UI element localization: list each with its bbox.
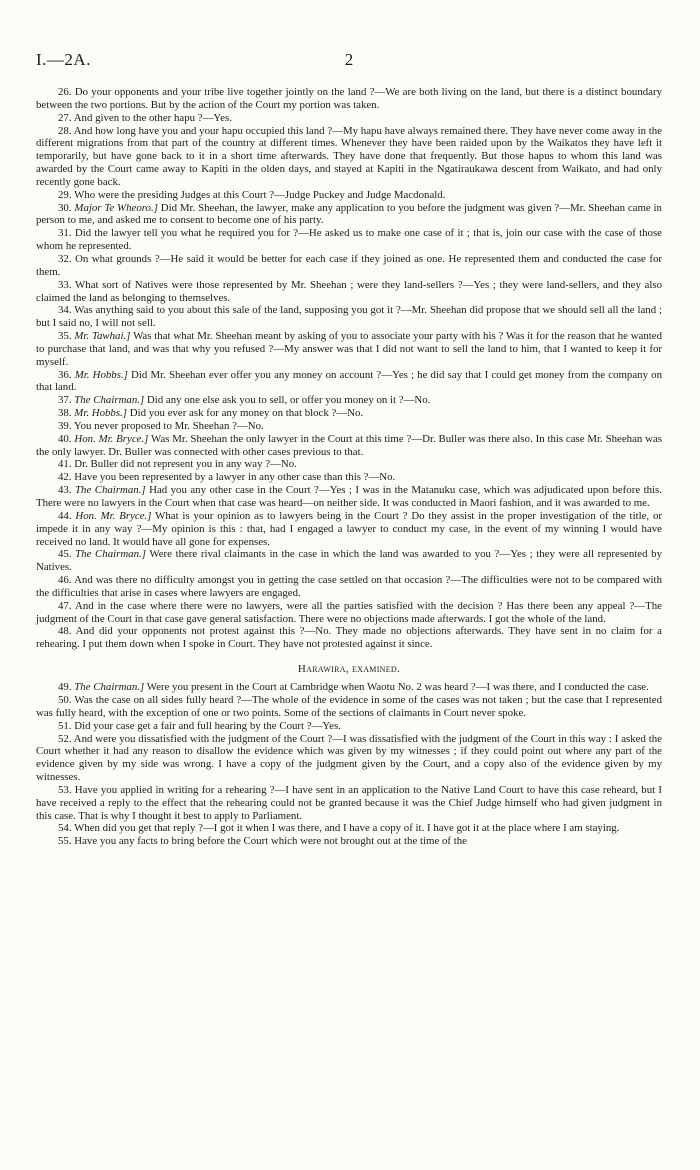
question-number: 49. [58, 681, 72, 694]
question-paragraph [36, 304, 662, 330]
question-number: 39. [58, 419, 72, 432]
question-number: 53. [58, 783, 72, 796]
question-number: 38. [58, 407, 72, 420]
question-paragraph [36, 86, 662, 112]
question-number: 46. [58, 574, 72, 587]
question-text: What sort of Natives were those represented by Mr. Sheehan ; were they land-sellers ?—Yes ; they were land-sellers, and they also claimed the land as belonging to themselves. [36, 278, 662, 304]
question-paragraph [36, 625, 662, 651]
speaker-label: Hon. Mr. Bryce.] [74, 432, 149, 445]
question-number: 52. [58, 732, 72, 745]
question-paragraph [36, 369, 662, 395]
examination-section-2 [36, 681, 662, 848]
question-paragraph [36, 548, 662, 574]
question-text: And did your opponents not protest against this ?—No. They made no objections afterwards. They have sent in no claim for a rehearing. I put them down when I spoke in Court. They have not protested against it since. [36, 625, 662, 651]
question-paragraph [36, 407, 662, 420]
question-number: 29. [58, 188, 72, 201]
question-paragraph [36, 112, 662, 125]
question-paragraph [36, 458, 662, 471]
question-paragraph [36, 484, 662, 510]
question-number: 54. [58, 822, 72, 835]
question-paragraph [36, 510, 662, 549]
document-body [36, 86, 662, 848]
question-paragraph [36, 784, 662, 823]
question-number: 37. [58, 394, 72, 407]
question-text: On what grounds ?—He said it would be better for each case if they joined as one. He represented them and conducted the case for them. [36, 252, 662, 278]
question-text: Dr. Buller did not represent you in any way ?—No. [74, 458, 297, 471]
speaker-label: Mr. Hobbs.] [74, 407, 128, 420]
speaker-label: The Chairman.] [74, 681, 145, 694]
question-paragraph [36, 681, 662, 694]
question-number: 45. [58, 548, 72, 561]
question-number: 28. [58, 124, 72, 137]
question-paragraph [36, 733, 662, 784]
page-number: 2 [344, 50, 354, 69]
question-text: Did Mr. Sheehan ever offer you any money on account ?—Yes ; he did say that I could get money from the company on that land. [36, 368, 662, 394]
speaker-label: Mr. Hobbs.] [74, 368, 128, 381]
question-number: 26. [58, 86, 72, 98]
question-text: And in the case where there were no lawyers, were all the parties satisfied with the decision ? Has there been any appeal ?—The judgment of the Court in that case gave general satisfaction. There were no objections made afterwards. I got the whole of the land. [36, 599, 662, 625]
question-text: Did any one else ask you to sell, or offer you money on it ?—No. [146, 394, 431, 407]
question-text: Was the case on all sides fully heard ?—The whole of the evidence in some of the cases was not taken ; but the case that I represented was fully heard, with the exception of one or two points. Some of the sections of claimants in Court never spoke. [36, 693, 662, 719]
question-text: What is your opinion as to lawyers being in the Court ? Do they assist in the proper investigation of the title, or impede it in any way ?—My opinion is this : that, had I engaged a lawyer to conduct my case, in the event of my winning I would have received no land. It would have all gone for expenses. [36, 509, 662, 548]
question-text: Who were the presiding Judges at this Court ?—Judge Puckey and Judge Macdonald. [74, 188, 446, 201]
question-text: You never proposed to Mr. Sheehan ?—No. [73, 419, 264, 432]
question-number: 30. [58, 201, 72, 214]
question-number: 32. [58, 252, 72, 265]
question-text: Have you any facts to bring before the Court which were not brought out at the time of the [74, 835, 467, 848]
question-number: 36. [58, 368, 72, 381]
question-text: And given to the other hapu ?—Yes. [73, 111, 232, 124]
question-text: Was anything said to you about this sale of the land, supposing you got it ?—Mr. Sheehan did propose that we should sell all the land ; but I said no, I will not sell. [36, 304, 663, 330]
question-number: 41. [58, 458, 72, 471]
speaker-label: The Chairman.] [74, 394, 145, 407]
question-number: 35. [58, 330, 72, 343]
question-text: Were you present in the Court at Cambridge when Waotu No. 2 was heard ?—I was there, and I conducted the case. [146, 681, 649, 694]
question-text: Have you applied in writing for a rehearing ?—I have sent in an application to the Native Land Court to have this case reheard, but I have received a reply to the effect that the rehearing could not be granted because it was the Chief Judge himself who had given judgment in this case. That is why I thought it best to apply to Parliament. [36, 783, 662, 822]
question-text: Were there rival claimants in the case in which the land was awarded to you ?—Yes ; they were all represented by Natives. [36, 548, 662, 574]
question-text: Was that what Mr. Sheehan meant by asking of you to associate your party with his ? Was it for the reason that he wanted to purchase that land, and was that why you refused ?—My answer was that I did not want to sell the land to him, that I wanted to keep it for myself. [36, 330, 663, 368]
question-number: 31. [58, 227, 72, 240]
question-number: 50. [58, 693, 72, 706]
question-number: 43. [58, 484, 72, 497]
question-number: 48. [58, 625, 72, 638]
question-text: And was there no difficulty amongst you in getting the case settled on that occasion ?—The difficulties were not to be compared with the difficulties that arise in cases where lawyers are engaged. [36, 574, 662, 599]
speaker-label: Hon. Mr. Bryce.] [75, 509, 152, 522]
question-paragraph [36, 433, 662, 459]
question-paragraph [36, 202, 662, 228]
question-paragraph [36, 125, 662, 189]
witness-heading: Harawira, examined. [297, 663, 401, 676]
page-header [36, 50, 662, 70]
speaker-label: Major Te Wheoro.] [74, 201, 158, 214]
question-paragraph [36, 694, 662, 720]
question-paragraph [36, 600, 662, 626]
question-paragraph [36, 189, 662, 202]
question-number: 27. [58, 111, 72, 124]
question-text: And how long have you and your hapu occupied this land ?—My hapu have always remained there. They have never come away in the different migrations from that part of the country at different times. Whenever they have been raided upon by the Waikatos they have left it temporarily, but have gone back to it in a short time afterwards. They have done that frequently. But those hapus to whom this land was awarded by the Court came away to Kapiti in the olden days, and stayed at Kapiti in the Ngatiraukawa descent from Waikato, and had only recently gone back. [36, 124, 662, 188]
question-paragraph [36, 574, 662, 600]
speaker-label: The Chairman.] [75, 548, 146, 561]
question-paragraph [36, 420, 662, 433]
question-number: 40. [58, 432, 72, 445]
question-paragraph [36, 279, 662, 305]
question-text: Have you been represented by a lawyer in any other case than this ?—No. [74, 471, 396, 484]
speaker-label: The Chairman.] [75, 484, 146, 497]
question-text: Had you any other case in the Court ?—Yes ; I was in the Matanuku case, which was adjudicated upon before this. There were no lawyers in the Court when that case was heard—on neither side. It was conducted in Maori fashion, and it was awarded to me. [36, 484, 662, 509]
question-text: Did you ever ask for any money on that block ?—No. [129, 407, 364, 420]
question-paragraph [36, 822, 662, 835]
question-text: Did the lawyer tell you what he required you for ?—He asked us to make one case of it ; that is, join our case with the case of those whom he represented. [36, 227, 662, 253]
question-paragraph [36, 471, 662, 484]
question-paragraph [36, 394, 662, 407]
question-number: 51. [58, 719, 72, 732]
question-text: Was Mr. Sheehan the only lawyer in the Court at this time ?—Dr. Buller was there also. In this case Mr. Sheehan was the only lawyer. Dr. Buller was connected with other cases previous to that. [36, 432, 662, 458]
question-paragraph [36, 835, 662, 848]
question-text: When did you get that reply ?—I got it when I was there, and I have a copy of it. I have got it at the place where I am staying. [74, 822, 620, 835]
question-number: 42. [58, 471, 72, 484]
question-paragraph [36, 227, 662, 253]
paper-reference: I.—2A. [36, 50, 91, 69]
examination-section-1 [36, 86, 662, 651]
question-number: 44. [58, 509, 72, 522]
question-text: And were you dissatisfied with the judgment of the Court ?—I was dissatisfied with the judgment of the Court in this way : I asked the Court whether it had any reason to disallow the evidence which was given by my witnesses ; if they could point out where any part of the evidence given by my side was wrong. I have a copy of the judgment given by the Court, and a copy also of the evidence given by my witnesses. [36, 732, 662, 784]
question-paragraph [36, 720, 662, 733]
question-paragraph [36, 330, 662, 369]
question-number: 55. [58, 835, 72, 848]
question-number: 33. [58, 278, 72, 291]
question-number: 47. [58, 599, 72, 612]
speaker-label: Mr. Tawhai.] [74, 330, 131, 343]
question-text: Did Mr. Sheehan, the lawyer, make any application to you before the judgment was given ?—Mr. Sheehan came in person to me, and asked me to consent to become one of his party. [36, 201, 662, 227]
question-number: 34. [58, 304, 72, 317]
question-text: Did your case get a fair and full hearing by the Court ?—Yes. [74, 719, 341, 732]
question-text: Do your opponents and your tribe live together jointly on the land ?—We are both living on the land, but there is a distinct boundary between the two portions. But by the action of the Court my portion was taken. [36, 86, 663, 111]
question-paragraph [36, 253, 662, 279]
